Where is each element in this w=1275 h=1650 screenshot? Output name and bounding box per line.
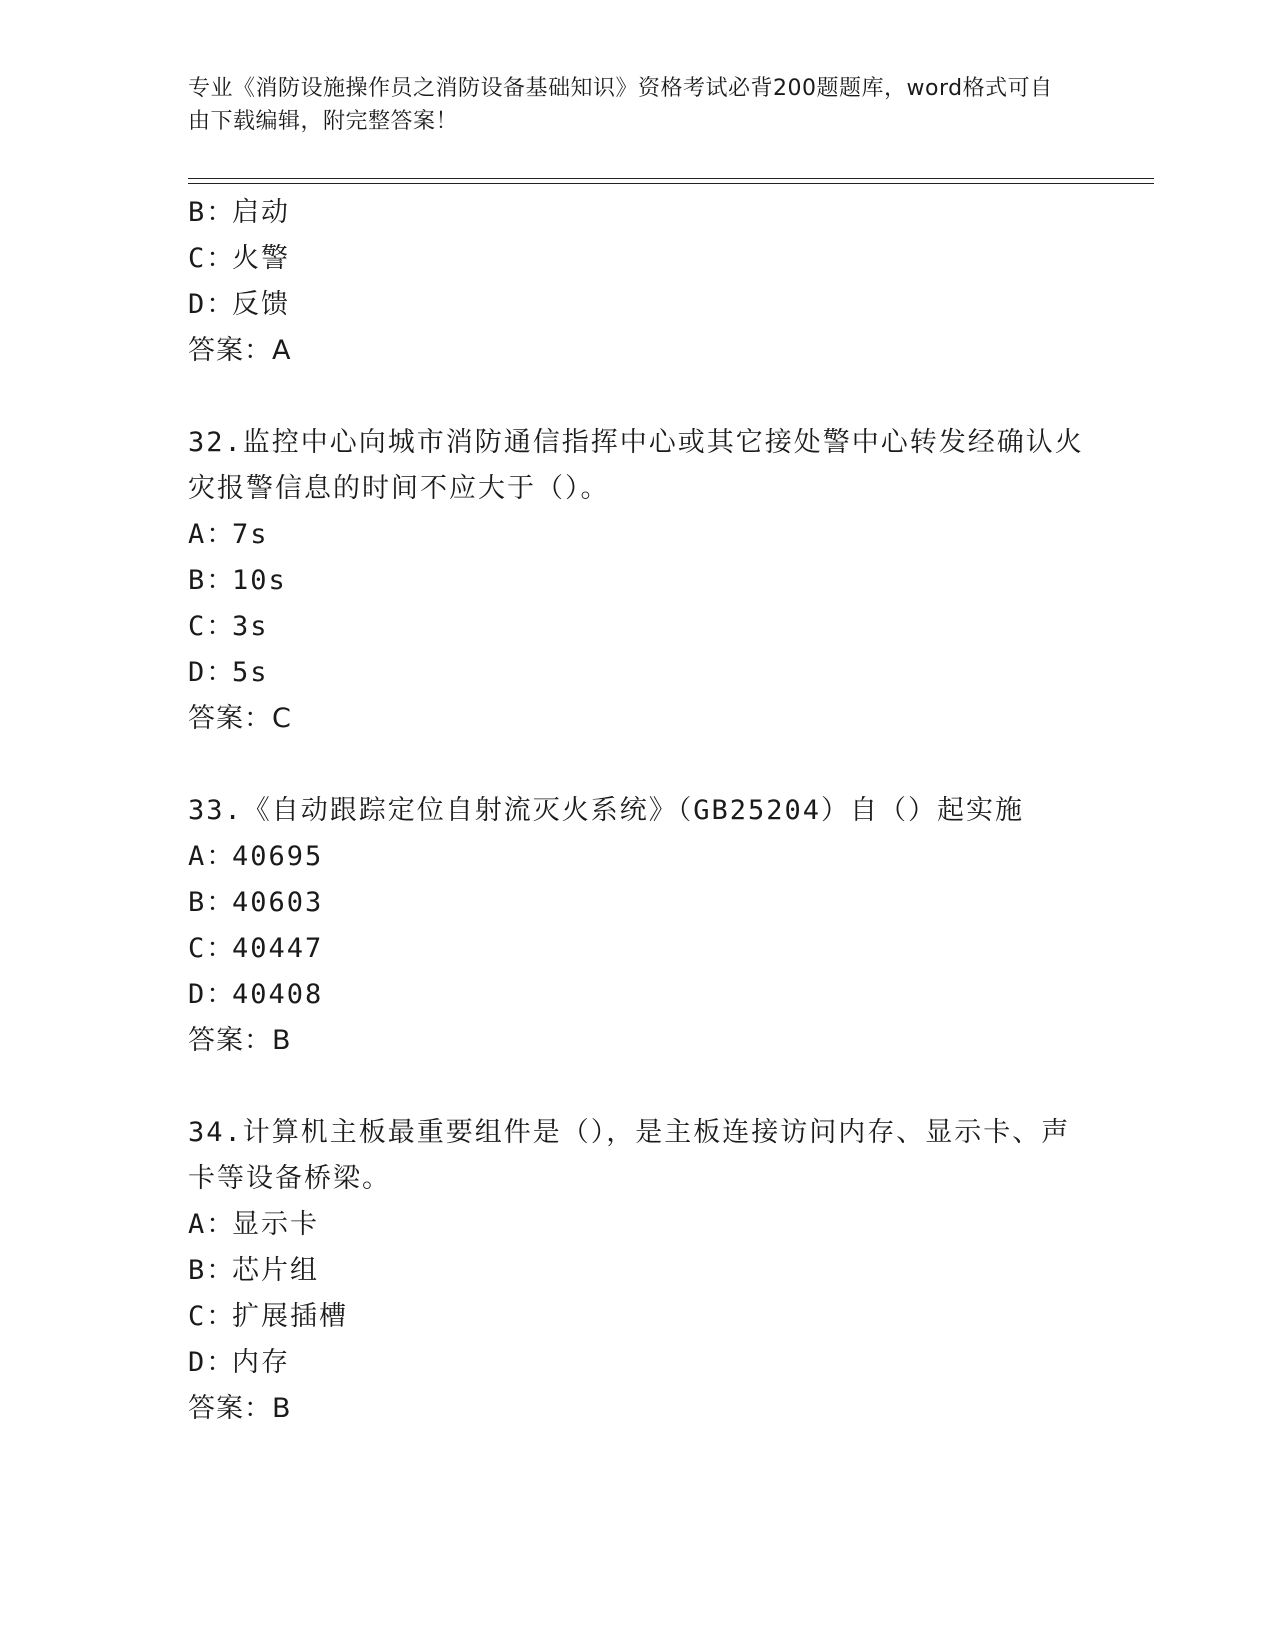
question-32-text-line2: 灾报警信息的时间不应大于（）。 <box>188 473 610 504</box>
option-d: D：内存 <box>188 1347 290 1378</box>
header-rule-top <box>188 178 1154 179</box>
option-c: C：40447 <box>188 933 324 964</box>
spacer <box>188 1064 1088 1110</box>
header-rule-bottom <box>188 183 1154 184</box>
spacer <box>188 374 1088 420</box>
option-a: A：显示卡 <box>188 1209 319 1240</box>
option-d: D：5s <box>188 657 269 688</box>
option-d: D：反馈 <box>188 289 290 320</box>
answer-line: 答案：B <box>188 1393 292 1424</box>
option-b: B：40603 <box>188 887 324 918</box>
question-33-text-line1: 33.《自动跟踪定位自射流灭火系统》（GB25204）自（）起实施 <box>188 795 1025 826</box>
option-b: B：10s <box>188 565 287 596</box>
answer-line: 答案：B <box>188 1025 292 1056</box>
option-a: A：40695 <box>188 841 324 872</box>
option-a: A：7s <box>188 519 269 550</box>
option-c: C：3s <box>188 611 269 642</box>
option-b: B：芯片组 <box>188 1255 319 1286</box>
document-header: 专业《消防设施操作员之消防设备基础知识》资格考试必背200题题库，word格式可自由下载编辑，附完整答案！ <box>188 76 1053 134</box>
answer-line: 答案：C <box>188 703 292 734</box>
option-b: B：启动 <box>188 197 290 228</box>
option-c: C：火警 <box>188 243 290 274</box>
option-d: D：40408 <box>188 979 324 1010</box>
question-34-text-line2: 卡等设备桥梁。 <box>188 1163 391 1194</box>
question-list <box>188 190 1088 1432</box>
answer-line: 答案：A <box>188 335 292 366</box>
question-32-text-line1: 32.监控中心向城市消防通信指挥中心或其它接处警中心转发经确认火 <box>188 427 1084 458</box>
question-34-text-line1: 34.计算机主板最重要组件是（），是主板连接访问内存、显示卡、声 <box>188 1117 1071 1148</box>
option-c: C：扩展插槽 <box>188 1301 348 1332</box>
spacer <box>188 742 1088 788</box>
